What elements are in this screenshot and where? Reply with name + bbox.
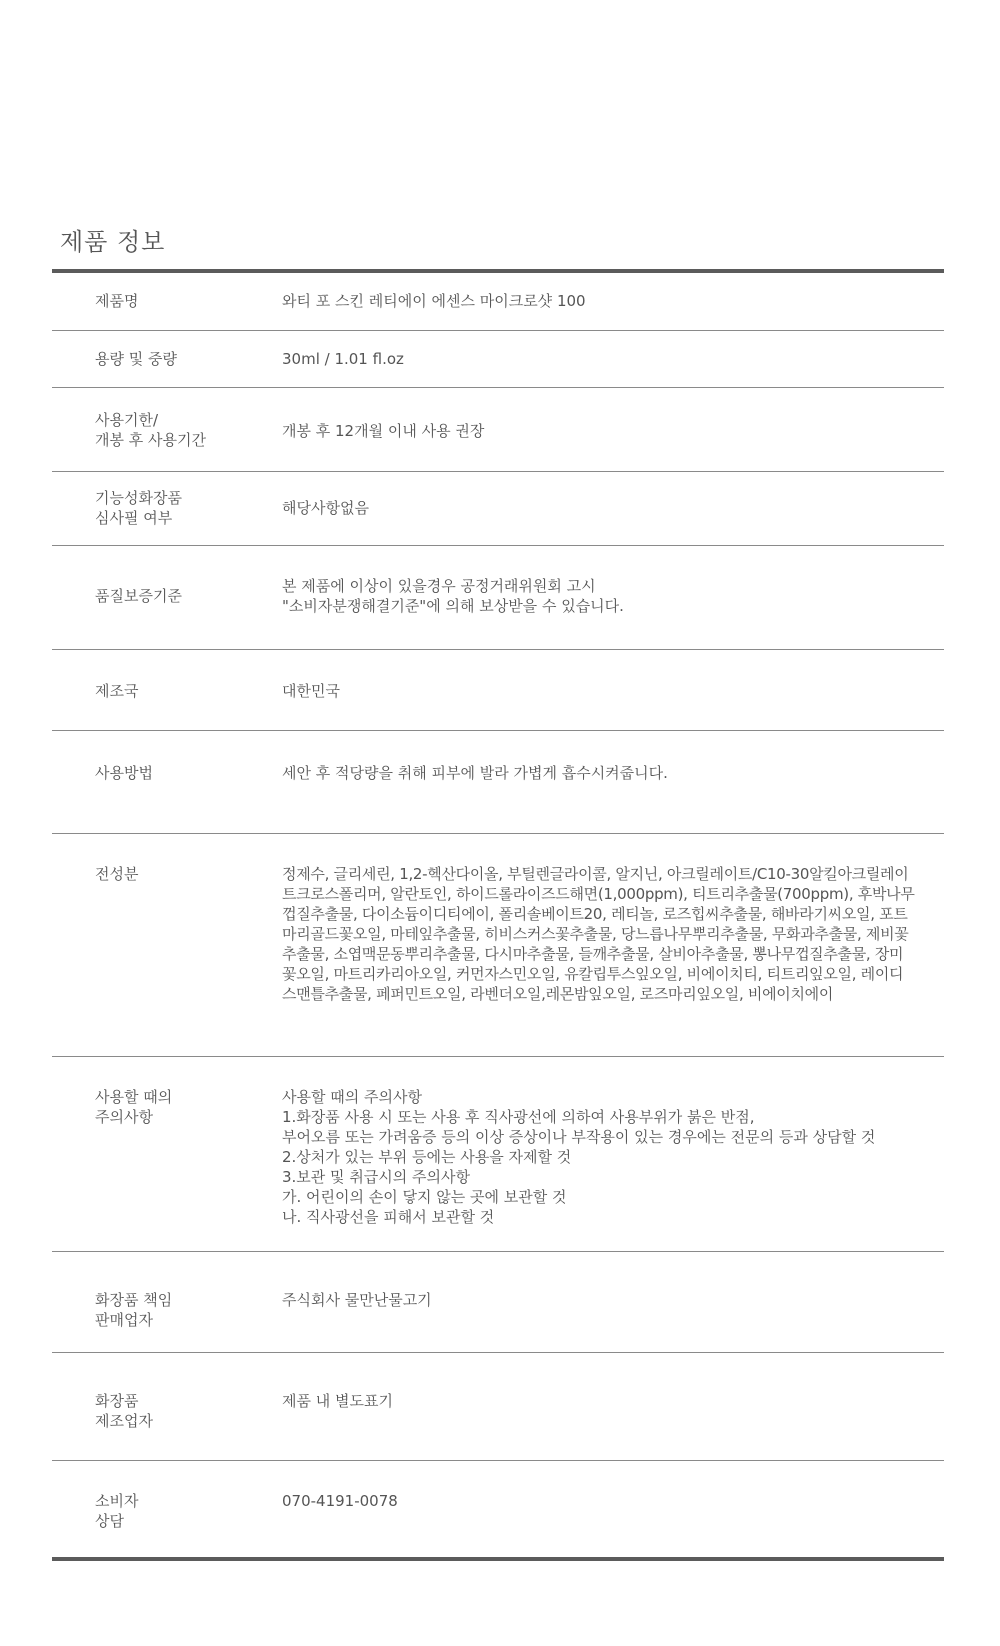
row-value: 개봉 후 12개월 이내 사용 권장	[282, 422, 485, 440]
row-label: 제조국	[95, 682, 139, 700]
row-ingredients	[52, 834, 944, 1057]
row-value: 와티 포 스킨 레티에이 에센스 마이크로샷 100	[282, 292, 586, 310]
row-country	[52, 650, 944, 731]
row-manufacturer	[52, 1353, 944, 1461]
row-functional-cosmetic	[52, 472, 944, 546]
row-value: 본 제품에 이상이 있을경우 공정거래위원회 고시 "소비자분쟁해결기준"에 의해 보상받을 수 있습니다.	[282, 577, 624, 615]
row-value: 주식회사 물만난물고기	[282, 1291, 432, 1309]
row-value: 30ml / 1.01 fl.oz	[282, 350, 404, 368]
row-label: 기능성화장품 심사필 여부	[95, 489, 182, 527]
row-precautions	[52, 1057, 944, 1252]
row-consumer-contact	[52, 1461, 944, 1557]
row-usage	[52, 731, 944, 834]
product-info-table	[52, 269, 944, 1561]
row-label: 화장품 책임 판매업자	[95, 1291, 173, 1329]
row-expiry	[52, 388, 944, 472]
row-product-name	[52, 273, 944, 331]
row-label: 품질보증기준	[95, 587, 182, 605]
row-label: 사용기한/ 개봉 후 사용기간	[95, 411, 206, 449]
row-quality-guarantee	[52, 546, 944, 650]
row-label: 용량 및 중량	[95, 350, 177, 368]
row-value: 세안 후 적당량을 취해 피부에 발라 가볍게 흡수시켜줍니다.	[282, 764, 668, 782]
row-value: 제품 내 별도표기	[282, 1392, 393, 1410]
row-value: 대한민국	[282, 682, 340, 700]
row-label: 제품명	[95, 292, 139, 310]
row-label: 사용할 때의 주의사항	[95, 1088, 173, 1126]
row-responsible-seller	[52, 1252, 944, 1353]
row-value: 해당사항없음	[282, 499, 369, 517]
row-value: 070-4191-0078	[282, 1492, 398, 1510]
row-label: 전성분	[95, 865, 139, 883]
row-volume	[52, 331, 944, 388]
row-label: 소비자 상담	[95, 1492, 139, 1530]
section-title: 제품 정보	[60, 228, 166, 256]
row-value: 사용할 때의 주의사항 1.화장품 사용 시 또는 사용 후 직사광선에 의하여 사용부위가 붉은 반점, 부어오름 또는 가려움증 등의 이상 증상이나 부작용이 있는 경우에는 전문의 등과 상담할 것 2.상처가 있는 부위 등에는 사용을 자제할 것 3.보관 및 취급시의 주의사항 가. 어린이의 손이 닿지 않는 곳에 보관할 것 나. 직사광선을 피해서 보관할 것	[282, 1088, 876, 1226]
row-label: 화장품 제조업자	[95, 1392, 153, 1430]
row-value: 정제수, 글리세린, 1,2-헥산다이올, 부틸렌글라이콜, 알지닌, 아크릴레이트/C10-30알킬아크릴레이트크로스폴리머, 알란토인, 하이드롤라이즈드해면(1,000ppm), 티트리추출물(700ppm), 후박나무껍질추출물, 다이소듐이디티에이, 폴리솔베이트20, 레티놀, 로즈힙씨추출물, 해바라기씨오일, 포트마리골드꽃오일, 마테잎추출물, 히비스커스꽃추출물, 당느릅나무뿌리추출물, 무화과추출물, 제비꽃추출물, 소엽맥문동뿌리추출물, 다시마추출물, 들깨추출물, 살비아추출물, 뽕나무껍질추출물, 장미꽃오일, 마트리카리아오일, 커먼자스민오일, 유칼립투스잎오일, 비에이치티, 티트리잎오일, 레이디스맨틀추출물, 페퍼민트오일, 라벤더오일,레몬밤잎오일, 로즈마리잎오일, 비에이치에이	[282, 865, 915, 1003]
row-label: 사용방법	[95, 764, 153, 782]
